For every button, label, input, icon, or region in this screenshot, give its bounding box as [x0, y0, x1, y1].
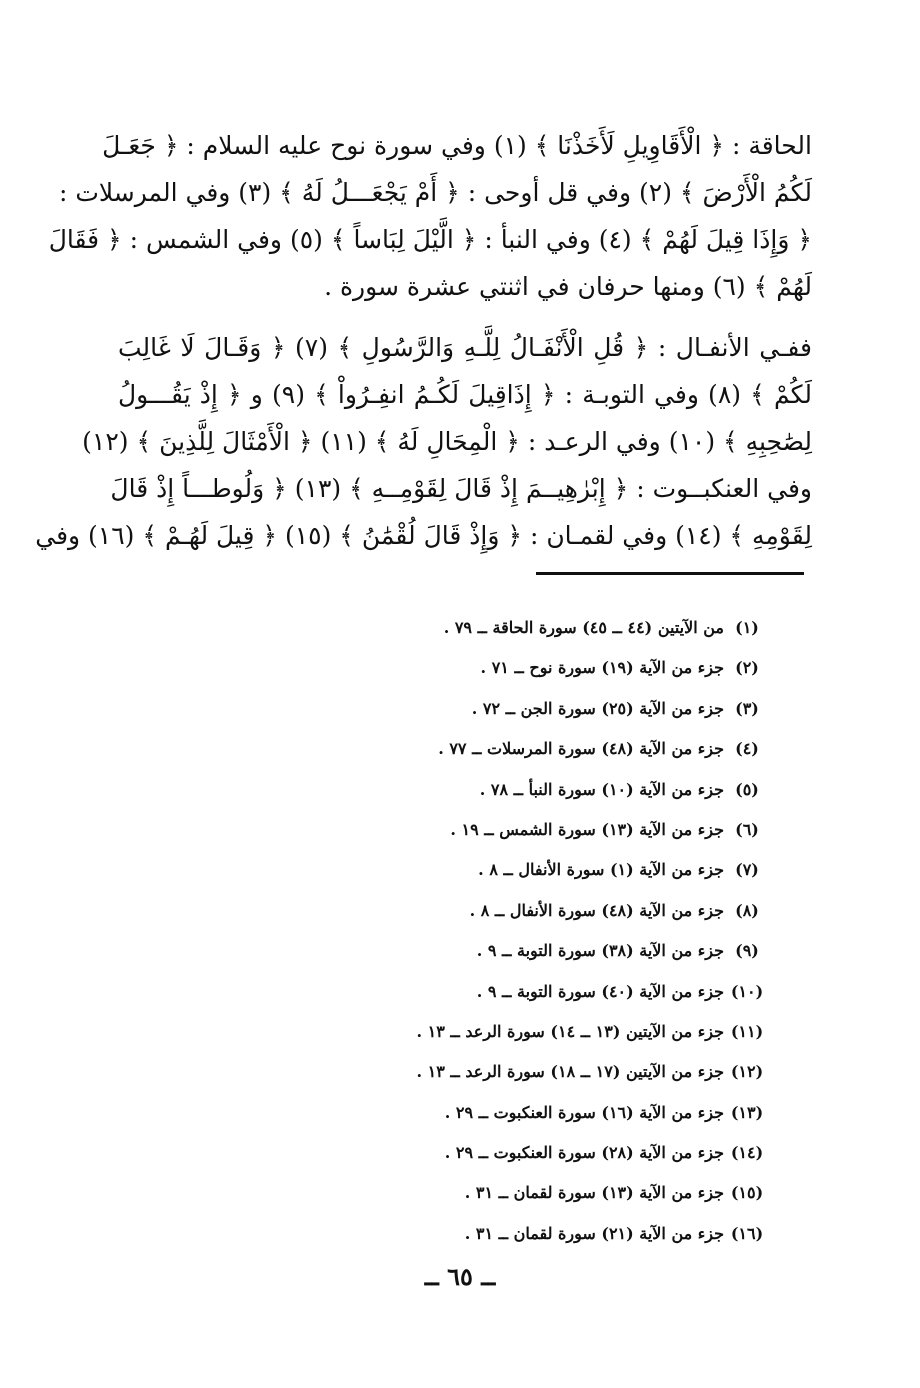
footnote-item — [340, 729, 770, 769]
footnote-item — [340, 891, 770, 931]
footnote-number: (٥) — [735, 779, 759, 799]
footnote-item — [340, 1173, 770, 1213]
text-line: ﴿ وَإِذَا قِيلَ لَهُمْ ﴾ (٤) وفي النبأ : ﴿ الَّيْلَ لِبَاساً ﴾ (٥) وفي الشمس : ﴿ فَقَالَ — [48, 225, 812, 254]
footnote-number: (٩) — [735, 941, 759, 961]
footnote-text: جزء من الآية (٢٨) سورة العنكبوت ــ ٢٩ . — [444, 1143, 724, 1163]
text-line: لَهُمْ ﴾ (٦) ومنها حرفان في اثنتي عشرة سورة . — [324, 272, 812, 301]
footnote-text: جزء من الآيتين (١٣ ــ ١٤) سورة الرعد ــ ١٣ . — [416, 1021, 724, 1041]
footnote-text: جزء من الآيتين (١٧ ــ ١٨) سورة الرعد ــ ١٣ . — [416, 1062, 724, 1082]
footnote-item — [340, 810, 770, 850]
footnotes-list — [340, 608, 770, 1254]
footnote-text: جزء من الآية (١٦) سورة العنكبوت ــ ٢٩ . — [444, 1102, 724, 1122]
footnote-text: جزء من الآية (٤٨) سورة المرسلات ــ ٧٧ . — [438, 739, 724, 759]
footnote-text: من الآيتين (٤٤ ــ ٤٥) سورة الحاقة ــ ٧٩ . — [443, 618, 724, 637]
footnote-number: (١٦) — [730, 1223, 764, 1243]
text-line: وفي العنكبــوت : ﴿ إِبْرٰهِيــمَ إِذْ قَالَ لِقَوْمِــهِ ﴾ (١٣) ﴿ وَلُوطـــاً إِذْ قَالَ — [110, 474, 812, 503]
text-line: الحاقة : ﴿ الْأَقَاوِيلِ لَأَخَذْنَا ﴾ (١) وفي سورة نوح عليه السلام : ﴿ جَعَـلَ — [102, 131, 812, 160]
footnote-number: (٨) — [735, 900, 759, 920]
footnote-text: جزء من الآية (٢٥) سورة الجن ــ ٧٢ . — [471, 698, 724, 718]
footnote-text: جزء من الآية (٢١) سورة لقمان ــ ٣١ . — [464, 1223, 724, 1243]
footnote-item — [340, 1133, 770, 1173]
footnote-text: جزء من الآية (١٣) سورة الشمس ــ ١٩ . — [450, 819, 724, 839]
footnote-item — [340, 1093, 770, 1133]
footnote-number: (١٤) — [730, 1143, 764, 1163]
paragraph-gap — [118, 310, 812, 324]
footnote-number: (١١) — [730, 1021, 764, 1041]
text-line: لَكُمْ ﴾ (٨) وفي التوبـة : ﴿ إِذَاقِيلَ لَكُـمُ انفِـرُواْ ﴾ (٩) و ﴿ إِذْ يَقُـــولُ — [118, 380, 813, 409]
footnote-item — [340, 931, 770, 971]
footnote-number: (٢) — [735, 658, 759, 678]
footnote-text: جزء من الآية (١) سورة الأنفال ــ ٨ . — [478, 860, 724, 880]
footnote-text: جزء من الآية (٣٨) سورة التوبة ــ ٩ . — [476, 941, 724, 961]
text-line: لِقَوْمِهِ ﴾ (١٤) وفي لقمـان : ﴿ وَإِذْ قَالَ لُقْمَٰنُ ﴾ (١٥) ﴿ قِيلَ لَهُـمْ ﴾ (١٦) وفي — [35, 521, 812, 550]
footnote-number: (١) — [735, 618, 759, 637]
footnote-number: (١٥) — [730, 1183, 764, 1203]
page-number: ــ ٦٥ ــ — [424, 1262, 496, 1291]
footnote-item — [340, 648, 770, 688]
footnote-number: (١٠) — [730, 981, 764, 1001]
footnote-divider — [536, 572, 804, 575]
text-line: لَكُمُ الْأَرْضَ ﴾ (٢) وفي قل أوحى : ﴿ أَمْ يَجْعَـــلُ لَهُ ﴾ (٣) وفي المرسلات : — [58, 178, 812, 207]
footnote-item — [340, 972, 770, 1012]
footnote-number: (٦) — [735, 819, 759, 839]
footnote-number: (٤) — [735, 739, 759, 759]
footnote-number: (٣) — [735, 698, 759, 718]
main-text — [35, 122, 813, 559]
footnote-item — [340, 1052, 770, 1092]
paragraph-1 — [48, 122, 812, 310]
footnote-text: جزء من الآية (٤٨) سورة الأنفال ــ ٨ . — [469, 900, 724, 920]
footnote-number: (٧) — [735, 860, 759, 880]
footnote-item — [340, 850, 770, 890]
footnote-item — [340, 608, 770, 648]
footnote-item — [340, 1214, 770, 1254]
footnote-item — [340, 689, 770, 729]
footnote-text: جزء من الآية (١٣) سورة لقمان ــ ٣١ . — [464, 1183, 724, 1203]
footnote-item — [340, 1012, 770, 1052]
footnote-number: (١٣) — [730, 1102, 764, 1122]
footnote-text: جزء من الآية (١٩) سورة نوح ــ ٧١ . — [480, 658, 724, 678]
footnote-text: جزء من الآية (١٠) سورة النبأ ــ ٧٨ . — [479, 779, 724, 799]
footnote-text: جزء من الآية (٤٠) سورة التوبة ــ ٩ . — [476, 981, 724, 1001]
text-line: لِصَٰحِبِهِ ﴾ (١٠) وفي الرعـد : ﴿ الْمِحَالِ لَهُ ﴾ (١١) ﴿ الْأَمْثَالَ لِلَّذِينَ ﴾ (١٢) — [82, 427, 812, 456]
footnote-number: (١٢) — [730, 1062, 764, 1082]
footnote-item — [340, 770, 770, 810]
text-line: ففـي الأنفـال : ﴿ قُلِ الْأَنْفَـالُ لِلَّـهِ وَالرَّسُولِ ﴾ (٧) ﴿ وَقَـالَ لَا غَالِبَ — [118, 333, 812, 362]
paragraph-2 — [35, 324, 813, 559]
